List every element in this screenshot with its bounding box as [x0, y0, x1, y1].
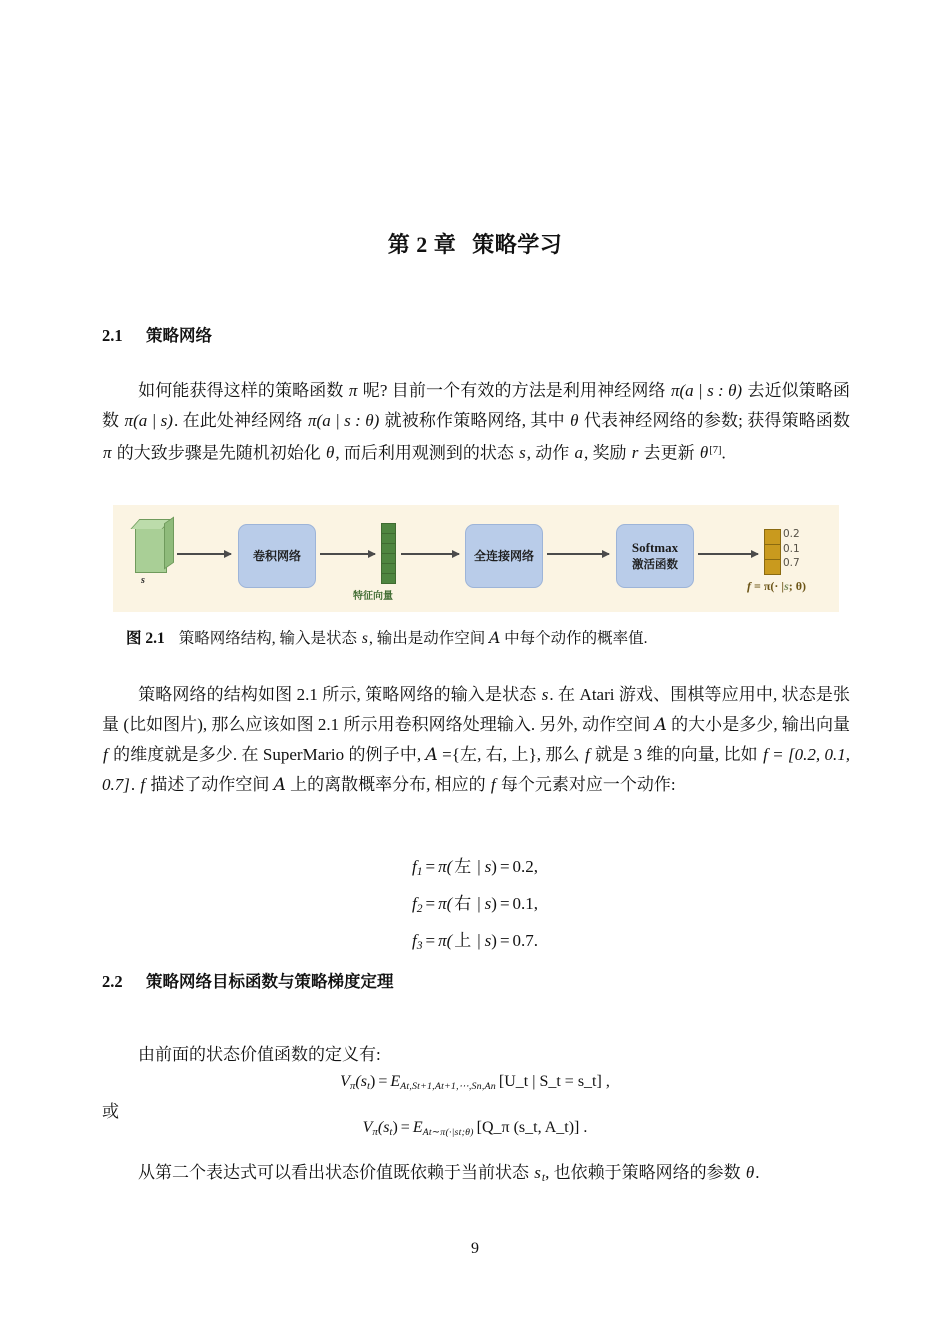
text-run: .	[755, 1163, 760, 1182]
formula-state-symbol: s	[784, 579, 789, 593]
inline-math: θ	[745, 1163, 755, 1182]
paragraph-policy-function	[102, 376, 850, 468]
section-number: 2.1	[102, 326, 123, 345]
eq-bar: |	[477, 894, 481, 913]
text-run: . 在此处神经网络	[173, 411, 308, 430]
eq-body: [Q_π (s_t, A_t)] .	[476, 1119, 588, 1136]
section-heading-2-1	[102, 322, 212, 346]
formula-lhs: f	[747, 579, 751, 593]
text-run: , 而后利用观测到的状态	[335, 443, 519, 463]
inline-math: A	[489, 629, 501, 647]
inline-math: θ	[570, 411, 579, 430]
inline-math: a	[574, 443, 584, 463]
inline-math: π(a | s : θ)	[670, 381, 743, 400]
eq-expectation-subscript: At∼π(·|st;θ)	[422, 1127, 474, 1139]
inline-math: f	[140, 775, 146, 794]
eq-value: 0.2,	[512, 857, 539, 876]
text-run: 就是 3 维的向量, 比如	[590, 745, 763, 764]
arrow-icon-5	[698, 553, 758, 555]
text-run: 就被称作策略网络, 其中	[380, 411, 570, 430]
softmax-label-line2: 激活函数	[632, 557, 678, 572]
text-run: , 也依赖于策略网络的参数	[545, 1163, 745, 1182]
text-run: 从第二个表达式可以看出状态价值既依赖于当前状态	[138, 1163, 534, 1182]
state-input-label: s	[141, 575, 145, 586]
inline-math: f	[490, 775, 496, 794]
eq-equals: =	[400, 1119, 410, 1136]
eq-lhs-sub: 1	[416, 865, 423, 879]
eq-bar: |	[477, 931, 481, 950]
text-run: 每个元素对应一个动作:	[496, 775, 676, 794]
eq-action: 上	[454, 931, 472, 950]
eq-lhs: f	[411, 931, 417, 950]
inline-math: π	[103, 443, 112, 463]
paragraph-network-structure	[102, 680, 850, 800]
eq-expectation-subscript: At,St+1,At+1,⋯,Sn,An	[400, 1081, 496, 1093]
page-title	[0, 228, 950, 259]
inline-math: f = [0.2, 0.1, 0.7]	[102, 745, 850, 794]
text-run: 的大致步骤是先随机初始化	[112, 443, 326, 463]
equation-f2: $f_2 = \pi$( 右 | s) = 0.1,	[411, 894, 539, 916]
eq-action: 左	[454, 857, 472, 876]
text-run: .	[130, 775, 140, 794]
eq-close: )	[491, 894, 497, 913]
inline-math: s	[519, 443, 526, 463]
paragraph-value-function-intro	[102, 1040, 850, 1070]
eq-lhs-sub: π	[349, 1080, 356, 1093]
eq-arg: (s	[355, 1073, 367, 1090]
page-number: 9	[471, 1240, 479, 1257]
eq-lhs: V	[340, 1073, 350, 1090]
inline-math: π(a | s : θ)	[308, 411, 380, 430]
eq-state: s	[484, 894, 492, 913]
eq-arg: (s	[377, 1119, 390, 1136]
eq-state: s	[484, 857, 492, 876]
eq-body: [U_t | S_t = s_t] ,	[498, 1073, 610, 1090]
feature-vector-label: 特征向量	[353, 591, 393, 602]
eq-lhs: f	[411, 894, 417, 913]
output-value: 0.2	[783, 528, 800, 540]
eq-pi: π(	[438, 931, 453, 950]
output-value: 0.7	[783, 557, 800, 570]
text-run: 去近似策略函数	[102, 381, 851, 430]
eq-arg-close: )	[369, 1073, 376, 1090]
output-probability-values	[783, 527, 800, 571]
equation-f1: $f_1 = \pi$( 左 | s) = 0.2,	[411, 857, 539, 879]
eq-equals: =	[378, 1073, 388, 1090]
figure-caption-label: 图 2.1	[126, 630, 165, 647]
inline-math: s	[541, 685, 549, 704]
eq-bar: |	[477, 857, 481, 876]
arrow-icon-4	[547, 553, 609, 555]
eq-value: 0.7.	[512, 931, 539, 950]
equation-value-1	[0, 1073, 950, 1092]
text-run: , 奖励	[584, 443, 631, 463]
softmax-label-line1: Softmax	[631, 540, 679, 556]
text-run: , 动作	[526, 443, 574, 463]
eq-close: )	[491, 857, 497, 876]
formula-rhs-post: ; θ)	[788, 579, 806, 593]
eq-pi: π(	[438, 857, 453, 876]
inline-math: s	[361, 630, 368, 647]
formula-rhs-pre: π(· |	[763, 579, 785, 593]
text-run: .	[721, 443, 726, 463]
text-run: 策略网络结构, 输入是状态	[178, 630, 361, 647]
text-run: 上的离散概率分布, 相应的	[285, 775, 490, 794]
section-number: 2.2	[102, 972, 123, 991]
citation-reference[interactable]: [7]	[709, 445, 722, 456]
eq-expectation: E	[390, 1073, 401, 1090]
text-run: 如何能获得这样的策略函数	[138, 381, 348, 400]
text-run: 的大小是多少, 输出向量	[666, 715, 851, 734]
text-run: 由前面的状态价值函数的定义有:	[138, 1045, 381, 1064]
text-run: ={左, 右, 上}, 那么	[437, 745, 584, 764]
inline-math: A	[654, 715, 667, 735]
inline-math: π	[348, 381, 358, 400]
section-title: 策略网络	[146, 326, 212, 345]
inline-math-sub: t	[541, 1171, 546, 1185]
figure-caption	[126, 626, 846, 651]
equation-value-2	[0, 1119, 950, 1138]
output-probability-vector-icon	[764, 529, 781, 575]
text-run: 中每个动作的概率值.	[500, 630, 648, 647]
eq-lhs-sub: 3	[416, 939, 423, 953]
eq-lhs-sub: 2	[416, 902, 423, 916]
eq-lhs-sub: π	[372, 1126, 378, 1139]
alternative-connector: 或	[102, 1102, 119, 1121]
output-value: 0.1	[783, 542, 800, 555]
state-cube-side-face	[164, 516, 174, 569]
eq-pi: π(	[438, 894, 453, 913]
inline-math: θ	[699, 443, 709, 463]
conv-network-box	[238, 524, 316, 588]
text-run: 的维度就是多少. 在 SuperMario 的例子中,	[108, 745, 426, 764]
text-run: 描述了动作空间	[146, 775, 274, 794]
chapter-number: 第 2 章	[387, 232, 457, 257]
section-title: 策略网络目标函数与策略梯度定理	[146, 972, 394, 991]
feature-vector-icon	[381, 523, 396, 584]
arrow-icon-2	[320, 553, 375, 555]
eq-expectation: E	[412, 1119, 423, 1136]
section-heading-2-2	[102, 968, 394, 992]
inline-math: A	[425, 745, 438, 765]
eq-value: 0.1,	[512, 894, 539, 913]
eq-close: )	[491, 931, 497, 950]
chapter-title-text: 策略学习	[472, 232, 563, 257]
inline-math: θ	[326, 443, 335, 463]
inline-math: r	[631, 443, 639, 463]
eq-arg-sub: t	[366, 1080, 370, 1093]
conv-network-label: 卷积网络	[252, 548, 301, 563]
output-formula	[747, 579, 806, 594]
inline-math: π(a | s)	[124, 411, 173, 430]
fully-connected-network-label: 全连接网络	[473, 548, 534, 563]
arrow-icon-3	[401, 553, 459, 555]
text-run: 策略网络的结构如图 2.1 所示, 策略网络的输入是状态	[138, 685, 541, 704]
arrow-icon-1	[177, 553, 231, 555]
eq-action: 右	[454, 894, 472, 913]
paragraph-conclusion	[102, 1158, 850, 1193]
fully-connected-network-box	[465, 524, 543, 588]
state-cube-icon	[135, 527, 167, 573]
text-run: 代表神经网络的参数; 获得策略函数	[579, 411, 850, 430]
inline-math: f	[103, 745, 108, 764]
inline-math: f	[584, 745, 590, 764]
text-run: 呢? 目前一个有效的方法是利用神经网络	[358, 381, 670, 400]
inline-math: s	[534, 1163, 541, 1182]
eq-state: s	[484, 931, 492, 950]
eq-lhs: V	[362, 1119, 373, 1136]
formula-equals: =	[754, 579, 761, 593]
eq-arg-close: )	[392, 1119, 398, 1136]
text-run: 去更新	[639, 443, 699, 463]
text-run: , 输出是动作空间	[368, 630, 490, 647]
text-run: . 在 Atari 游戏、围棋等应用中, 状态是张量 (比如图片), 那么应该如图 2.1 所示用卷积网络处理输入. 另外, 动作空间	[102, 685, 851, 734]
inline-math: A	[273, 775, 286, 795]
equation-f3: $f_3 = \pi$( 上 | s) = 0.7.	[411, 931, 539, 953]
eq-lhs: f	[411, 857, 417, 876]
softmax-box	[616, 524, 694, 588]
eq-arg-sub: t	[389, 1126, 393, 1139]
figure-policy-network	[113, 505, 839, 612]
